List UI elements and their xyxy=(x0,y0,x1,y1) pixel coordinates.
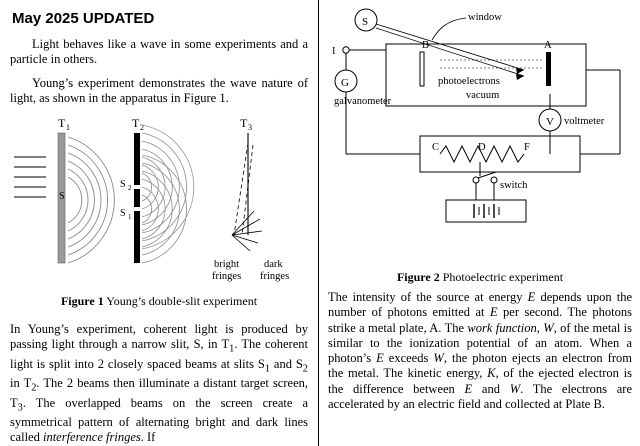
figure1-label-s1: S xyxy=(120,208,126,219)
paragraph-light-behaves: Light behaves like a wave in some experiments and a particle in others. xyxy=(10,37,308,66)
figure1-label-t1: T xyxy=(58,116,66,130)
figure2-caption-label: Figure 2 xyxy=(396,270,440,284)
figure2-label-source: S xyxy=(362,16,369,28)
figure1-label-t2-sub: 2 xyxy=(140,123,144,132)
figure1-svg xyxy=(10,115,308,287)
figure2-label-photoelectrons: photoelectrons xyxy=(438,76,500,87)
figure1-label-t3-sub: 3 xyxy=(248,123,252,132)
figure2-label-galvanometer-g: G xyxy=(341,77,349,89)
figure2-diagram xyxy=(328,4,632,266)
paragraph-youngs-details: In Young’s experiment, coherent light is produced by passing light through a narrow slit, S, in $T_1$. The coherent light is split into 2 closely spaced beams at slits $S_1$ and $S_2$ in $T_2$. The 2 beams then illuminate a distant target screen, $T_3$. The overlapped beams on the screen create a symmetrical pattern of alternating bright and dark lines called interference fringes. If xyxy=(10,322,308,444)
figure1-label-s2-sub: 2 xyxy=(128,184,132,192)
figure1-label-dark: dark xyxy=(264,259,283,270)
figure1-label-fringes2: fringes xyxy=(260,271,290,282)
figure2-label-plate-b: B xyxy=(422,40,430,51)
figure2-caption xyxy=(328,270,632,285)
figure2-label-switch: switch xyxy=(500,180,528,191)
figure2-label-voltmeter-v: V xyxy=(546,116,554,128)
figure2-caption-text: Photoelectric experiment xyxy=(442,270,564,284)
figure1-label-slit-s: S xyxy=(59,191,65,202)
figure2-label-d: D xyxy=(478,142,486,153)
figure1-label-t3: T xyxy=(240,116,248,130)
page-title: May 2025 UPDATED xyxy=(12,10,155,27)
figure1-label-fringes1: fringes xyxy=(212,271,242,282)
figure2-label-window: window xyxy=(468,12,502,23)
left-column xyxy=(0,0,318,446)
figure2-label-vacuum: vacuum xyxy=(466,90,500,101)
paragraph-photoelectric: The intensity of the source at energy E depends upon the number of photons emitted at E per second. The photons strike a metal plate, A. The work function, W, of the metal is similar to the ionization potential of an atom. When a photon’s E exceeds W, the photon ejects an electron from the metal. The kinetic energy, K, of the ejected electron is the difference between E and W. The electrons are accelerated by an electric field and collected at Plate B. xyxy=(328,290,633,412)
figure2-svg xyxy=(328,4,638,262)
figure2-label-f: F xyxy=(524,142,530,153)
figure1-caption-label: Figure 1 xyxy=(60,294,104,308)
figure2-label-plate-a: A xyxy=(544,40,552,51)
figure1-label-t2: T xyxy=(132,116,140,130)
figure1-caption xyxy=(10,294,308,309)
paragraph-youngs-experiment: Young’s experiment demonstrates the wave nature of light, as shown in the apparatus in Figure 1. xyxy=(10,76,308,105)
figure1-label-t1-sub: 1 xyxy=(66,123,70,132)
figure1-label-s1-sub: 1 xyxy=(128,213,132,221)
figure2-label-c: C xyxy=(432,142,440,153)
figure1-label-bright: bright xyxy=(214,259,240,270)
figure1-label-s2: S xyxy=(120,179,126,190)
figure2-label-current: I xyxy=(332,46,336,57)
right-column xyxy=(318,0,640,446)
figure2-label-galvanometer: galvanometer xyxy=(334,96,392,107)
figure1-diagram xyxy=(10,115,308,290)
figure1-caption-text: Young’s double-slit experiment xyxy=(106,294,258,308)
figure2-label-voltmeter: voltmeter xyxy=(564,116,605,127)
